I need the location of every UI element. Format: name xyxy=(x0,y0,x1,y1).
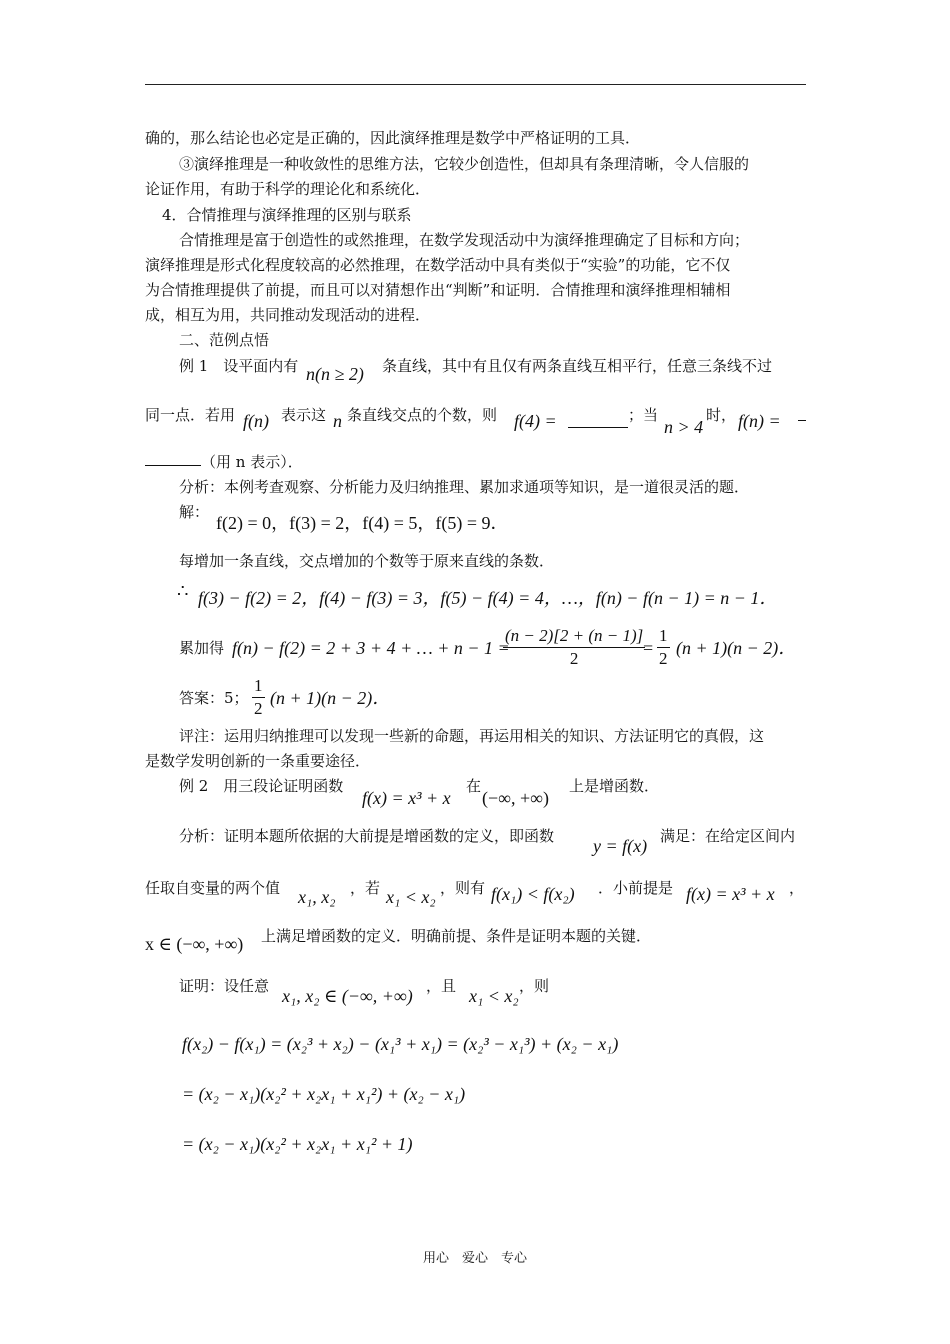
proof-condition: x₁ < x₂ xyxy=(469,986,519,1006)
example2-text-b: 上是增函数． xyxy=(569,777,660,795)
example1-line2-b: 表示这 xyxy=(281,406,327,424)
fraction-1 xyxy=(503,625,645,670)
answer-label: 答案：5； xyxy=(179,689,249,707)
fraction-3-numerator: 1 xyxy=(252,675,265,698)
example1-line2-a: 同一点．若用 xyxy=(145,406,236,424)
fraction-1-numerator: (n − 2)[2 + (n − 1)] xyxy=(503,625,645,648)
solution-values: f(2) = 0，f(3) = 2，f(4) = 5，f(5) = 9． xyxy=(216,513,509,533)
proof-step-1: f(x₂) − f(x₁) = (x₂³ + x₂) − (x₁³ + x₁) = (x₂³ − x₁³) + (x₂ − x₁) xyxy=(182,1034,619,1054)
summation-label: 累加得 xyxy=(179,639,225,657)
fraction-3-denominator: 2 xyxy=(254,699,263,718)
text-line-8: 成，相互为用，共同推动发现活动的进程． xyxy=(145,306,431,324)
text-line-5: 合情推理是富于创造性的或然推理，在数学发现活动中为演绎推理确定了目标和方向； xyxy=(179,231,750,249)
proof-step-2: = (x₂ − x₁)(x₂² + x₂x₁ + x₁²) + (x₂ − x₁) xyxy=(182,1084,466,1104)
example2-text-a: 在 xyxy=(466,777,482,795)
example2-line-f: 上满足增函数的定义．明确前提、条件是证明本题的关键． xyxy=(261,927,652,945)
fraction-2-denominator: 2 xyxy=(659,649,668,668)
fraction-1-denominator: 2 xyxy=(569,649,579,668)
proof-intro-b: ，且 xyxy=(426,977,457,995)
comment-line-1: 评注：运用归纳推理可以发现一些新的命题，再运用相关的知识、方法证明它的真假，这 xyxy=(179,727,765,745)
proof-intro-a: 证明：设任意 xyxy=(179,977,270,995)
formula-f-n: f(n) xyxy=(243,411,269,431)
formula-f4: f(4) = xyxy=(514,411,557,431)
text-line-1: 确的，那么结论也必定是正确的，因此演绎推理是数学中严格证明的工具． xyxy=(145,129,641,147)
formula-fx1-lt-fx2: f(x₁) < f(x₂) xyxy=(491,884,575,904)
example1-line2-d: ；当 xyxy=(628,406,659,424)
equals-sign: = xyxy=(643,638,654,658)
text-line-3: 论证作用，有助于科学的理论化和系统化． xyxy=(145,180,431,198)
text-line-7: 为合情推理提供了前提，而且可以对猜想作出“判断”和证明．合情推理和演绎推理相辅相 xyxy=(145,281,731,299)
example2-line-d: ．小前提是 xyxy=(598,879,674,897)
example1-intro: 例 1 设平面内有 xyxy=(179,357,299,375)
fraction-2-numerator: 1 xyxy=(657,625,670,648)
formula-f-n-eq: f(n) = xyxy=(738,411,781,431)
formula-y-fx: y = f(x) xyxy=(593,836,648,856)
solution-label: 解： xyxy=(179,503,210,521)
analysis-line: 分析：本例考查观察、分析能力及归纳推理、累加求通项等知识，是一道很灵活的题． xyxy=(179,478,750,496)
example1-text: 条直线，其中有且仅有两条直线互相平行，任意三条线不过 xyxy=(382,357,773,375)
answer-blank-2-end xyxy=(145,453,201,466)
page-footer: 用心 爱心 专心 xyxy=(422,1251,527,1266)
example2-analysis-a: 分析：证明本题所依据的大前提是增函数的定义，即函数 xyxy=(179,827,555,845)
formula-x-in-r: x ∈ (−∞, +∞) xyxy=(145,934,244,954)
section-heading-examples: 二、范例点悟 xyxy=(179,331,270,349)
answer-blank-2-start xyxy=(798,408,806,421)
example2-line-a: 任取自变量的两个值 xyxy=(145,879,281,897)
example2-line-b: ，若 xyxy=(350,879,381,897)
example2-intro: 例 2 用三段论证明函数 xyxy=(179,777,344,795)
summation-result: (n + 1)(n − 2)． xyxy=(676,638,797,658)
proof-domain: x₁, x₂ ∈ (−∞, +∞) xyxy=(282,986,413,1006)
comment-line-2: 是数学发明创新的一条重要途径． xyxy=(145,752,371,770)
formula-n: n xyxy=(333,411,342,431)
difference-formulas: f(3) − f(2) = 2，f(4) − f(3) = 3，f(5) − f(4) = 4，…，f(n) − f(n − 1) = n − 1． xyxy=(198,588,778,608)
example1-line2-e: 时， xyxy=(706,406,737,424)
proof-intro-c: ，则 xyxy=(519,977,550,995)
header-rule xyxy=(145,84,806,85)
formula-fx-minor: f(x) = x³ + x xyxy=(686,884,775,904)
example2-line-e: ， xyxy=(789,879,805,897)
proof-step-3: = (x₂ − x₁)(x₂² + x₂x₁ + x₁² + 1) xyxy=(182,1134,413,1154)
text-line-6: 演绎推理是形式化程度较高的必然推理，在数学活动中具有类似于“实验”的功能，它不仅 xyxy=(145,256,731,274)
section-heading-4: 4．合情推理与演绎推理的区别与联系 xyxy=(162,206,412,224)
answer-blank-1 xyxy=(568,415,628,428)
example2-function: f(x) = x³ + x xyxy=(362,788,451,808)
example1-line2-c: 条直线交点的个数，则 xyxy=(347,406,498,424)
text-line-2: ③演绎推理是一种收敛性的思维方法，它较少创造性，但却具有条理清晰，令人信服的 xyxy=(179,155,750,173)
fraction-3 xyxy=(252,675,265,720)
formula-x1-lt-x2: x₁ < x₂ xyxy=(386,887,436,907)
example2-analysis-b: 满足：在给定区间内 xyxy=(660,827,796,845)
answer-formula: (n + 1)(n − 2)． xyxy=(270,688,391,708)
example1-line3: （用 n 表示）． xyxy=(201,453,303,471)
summation-formula: f(n) − f(2) = 2 + 3 + 4 + … + n − 1 = xyxy=(232,638,510,658)
solution-text: 每增加一条直线，交点增加的个数等于原来直线的条数． xyxy=(179,552,555,570)
formula-x1-x2: x₁, x₂ xyxy=(298,887,336,907)
example2-interval: (−∞, +∞) xyxy=(482,788,549,808)
therefore-symbol: ∴ xyxy=(177,581,189,602)
example1-formula-n: n(n ≥ 2) xyxy=(306,364,364,384)
example2-line-c: ，则有 xyxy=(440,879,486,897)
formula-n-gt-4: n > 4 xyxy=(664,417,704,437)
fraction-2 xyxy=(657,625,670,670)
